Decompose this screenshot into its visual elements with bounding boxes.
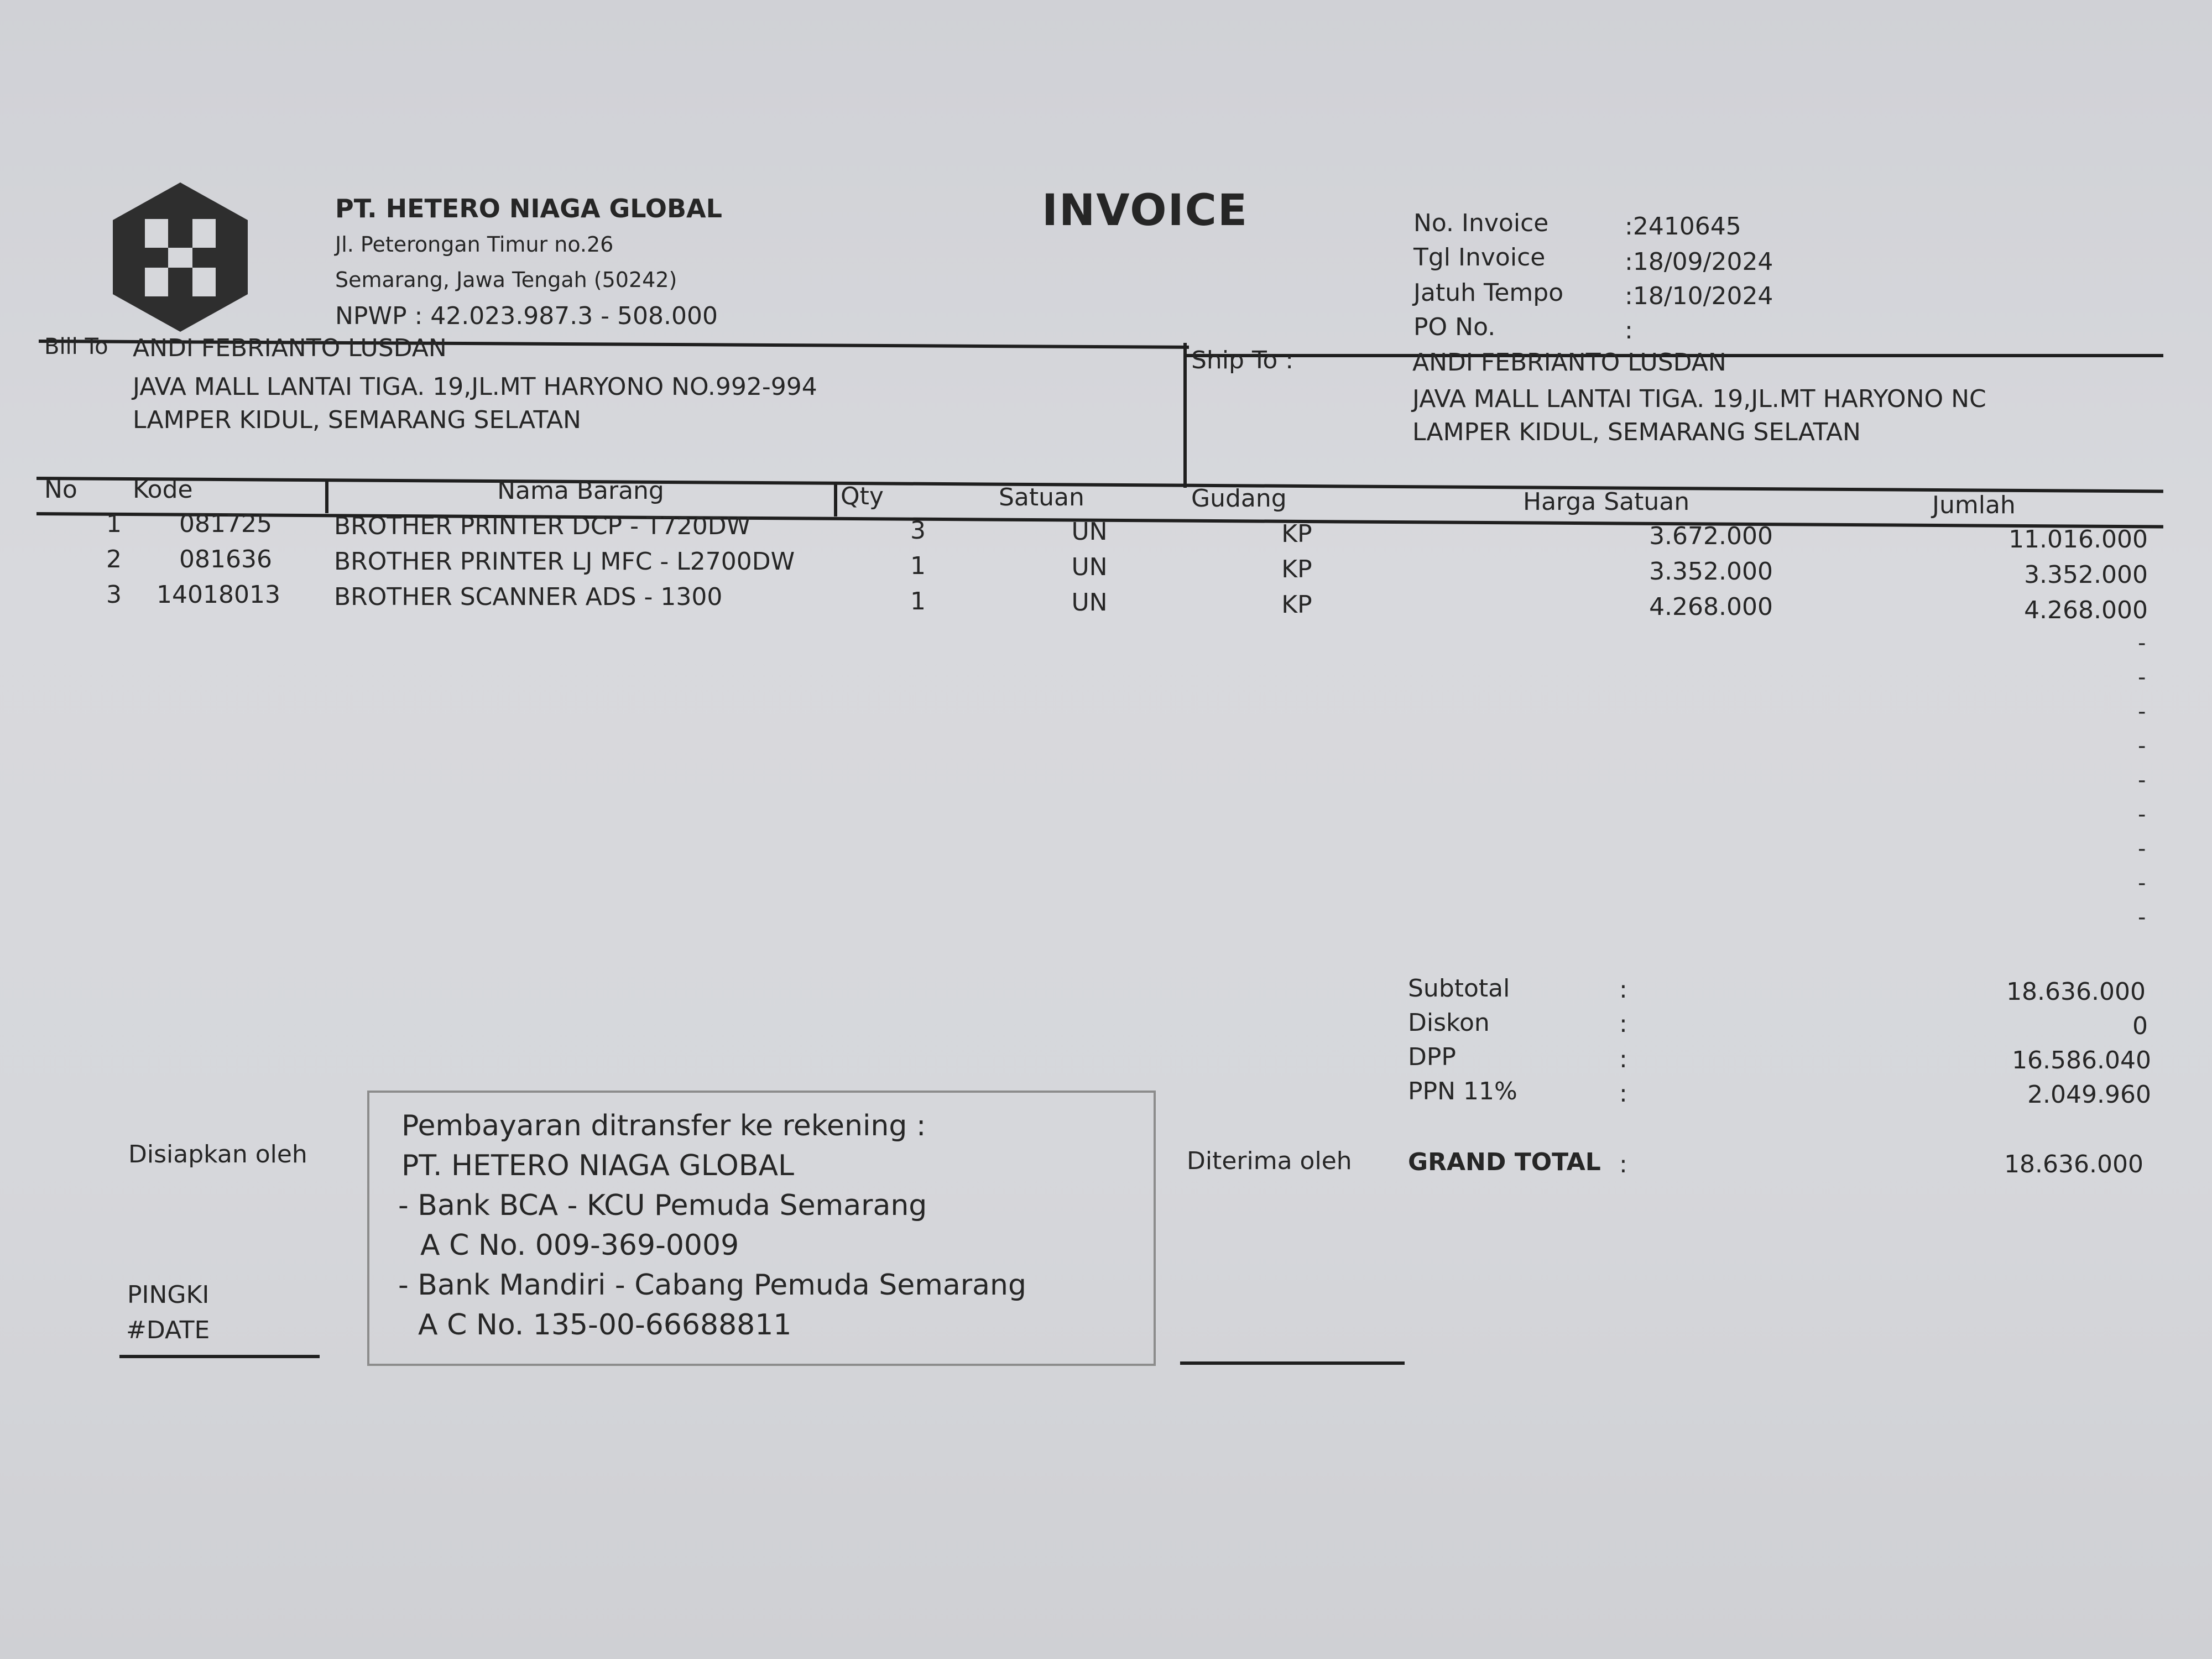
diskon-value: 0 (2132, 1012, 2148, 1040)
empty-row-dash: - (2138, 836, 2146, 862)
ship-to-label: Ship To : (1191, 346, 1294, 374)
row-gudang: KP (1281, 591, 1312, 619)
hexagon-h-logo-icon (108, 180, 252, 333)
bill-to-name: ANDI FEBRIANTO LUSDAN (133, 334, 447, 362)
header-satuan: Satuan (999, 483, 1084, 512)
row-jumlah: 4.268.000 (2024, 596, 2148, 624)
ppn-value: 2.049.960 (2027, 1081, 2151, 1109)
meta-label-no-invoice: No. Invoice (1413, 209, 1549, 237)
row-qty: 1 (910, 587, 926, 615)
meta-value-no-invoice: :2410645 (1625, 212, 1741, 241)
payment-company: PT. HETERO NIAGA GLOBAL (401, 1149, 795, 1182)
payment-bca-account: A C No. 009-369-0009 (420, 1229, 739, 1262)
dpp-label: DPP (1408, 1043, 1456, 1071)
empty-row-dash: - (2138, 665, 2146, 690)
empty-row-dash: - (2138, 733, 2146, 759)
diskon-colon: : (1619, 1010, 1627, 1038)
row-harga-satuan: 3.672.000 (1649, 522, 1773, 550)
payment-mandiri-account: A C No. 135-00-66688811 (418, 1308, 792, 1342)
row-kode: 14018013 (156, 581, 280, 609)
empty-row-dash: - (2138, 630, 2146, 656)
company-name: PT. HETERO NIAGA GLOBAL (335, 194, 722, 223)
row-satuan: UN (1071, 518, 1108, 546)
grand-total-value: 18.636.000 (2004, 1150, 2143, 1178)
prepared-by-name: PINGKI (127, 1281, 210, 1309)
meta-value-jatuh-tempo: :18/10/2024 (1625, 282, 1773, 310)
payment-instruction: Pembayaran ditransfer ke rekening : (401, 1109, 926, 1142)
meta-label-po-no: PO No. (1413, 313, 1496, 341)
empty-row-dash: - (2138, 768, 2146, 793)
row-harga-satuan: 4.268.000 (1649, 593, 1773, 621)
dpp-colon: : (1619, 1045, 1627, 1073)
bill-to-address-line2: LAMPER KIDUL, SEMARANG SELATAN (133, 406, 581, 434)
row-kode: 081725 (179, 510, 272, 538)
row-jumlah: 3.352.000 (2024, 561, 2148, 589)
ppn-colon: : (1619, 1079, 1627, 1108)
company-address-line2: Semarang, Jawa Tengah (50242) (335, 268, 677, 292)
divider-vertical-address (1183, 343, 1187, 488)
row-kode: 081636 (179, 545, 272, 573)
subtotal-label: Subtotal (1408, 974, 1510, 1003)
payment-bank-bca: - Bank BCA - KCU Pemuda Semarang (398, 1189, 927, 1222)
header-jumlah: Jumlah (1932, 491, 2016, 519)
row-no: 3 (106, 581, 122, 609)
company-npwp: NPWP : 42.023.987.3 - 508.000 (335, 302, 718, 330)
invoice-title: INVOICE (1042, 186, 1249, 236)
ship-to-address-line2: LAMPER KIDUL, SEMARANG SELATAN (1412, 418, 1861, 446)
table-header-divider-2 (834, 482, 837, 517)
received-by-label: Diterima oleh (1187, 1147, 1352, 1175)
bill-to-label: Bill To (44, 334, 108, 359)
empty-row-dash: - (2138, 870, 2146, 896)
row-satuan: UN (1071, 588, 1108, 617)
meta-label-tgl-invoice: Tgl Invoice (1413, 243, 1546, 272)
header-gudang: Gudang (1191, 484, 1287, 513)
diskon-label: Diskon (1408, 1009, 1490, 1037)
row-nama-barang: BROTHER SCANNER ADS - 1300 (334, 583, 723, 611)
received-signature-line (1180, 1361, 1405, 1365)
table-header-divider-1 (325, 480, 328, 513)
row-gudang: KP (1281, 520, 1312, 548)
payment-bank-mandiri: - Bank Mandiri - Cabang Pemuda Semarang (398, 1269, 1027, 1302)
row-qty: 3 (910, 517, 926, 545)
row-gudang: KP (1281, 555, 1312, 583)
grand-total-colon: : (1619, 1150, 1627, 1178)
empty-row-dash: - (2138, 699, 2146, 724)
row-jumlah: 11.016.000 (2008, 525, 2148, 554)
header-no: No (44, 476, 77, 504)
meta-label-jatuh-tempo: Jatuh Tempo (1413, 279, 1564, 307)
row-satuan: UN (1071, 553, 1108, 581)
subtotal-colon: : (1619, 975, 1627, 1004)
header-nama-barang: Nama Barang (497, 477, 664, 505)
ship-to-address-line1: JAVA MALL LANTAI TIGA. 19,JL.MT HARYONO NC (1412, 385, 1986, 413)
prepared-signature-line (119, 1355, 320, 1358)
dpp-value: 16.586.040 (2012, 1046, 2151, 1074)
meta-value-tgl-invoice: :18/09/2024 (1625, 248, 1773, 276)
header-qty: Qty (841, 482, 884, 510)
row-harga-satuan: 3.352.000 (1649, 557, 1773, 586)
row-nama-barang: BROTHER PRINTER DCP - T720DW (334, 512, 751, 540)
ppn-label: PPN 11% (1408, 1077, 1517, 1105)
row-no: 1 (106, 510, 122, 538)
row-no: 2 (106, 545, 122, 573)
prepared-by-date: #DATE (126, 1316, 210, 1344)
row-qty: 1 (910, 552, 926, 580)
meta-value-po-no: : (1625, 316, 1633, 345)
company-address-line1: Jl. Peterongan Timur no.26 (335, 232, 614, 257)
bill-to-address-line1: JAVA MALL LANTAI TIGA. 19,JL.MT HARYONO NO.992-994 (133, 373, 817, 401)
row-nama-barang: BROTHER PRINTER LJ MFC - L2700DW (334, 547, 795, 576)
prepared-by-label: Disiapkan oleh (128, 1140, 307, 1168)
empty-row-dash: - (2138, 905, 2146, 930)
ship-to-name: ANDI FEBRIANTO LUSDAN (1412, 348, 1726, 377)
subtotal-value: 18.636.000 (2006, 978, 2146, 1006)
header-harga-satuan: Harga Satuan (1523, 488, 1690, 516)
empty-row-dash: - (2138, 802, 2146, 827)
header-kode: Kode (133, 476, 193, 504)
grand-total-label: GRAND TOTAL (1408, 1148, 1601, 1176)
